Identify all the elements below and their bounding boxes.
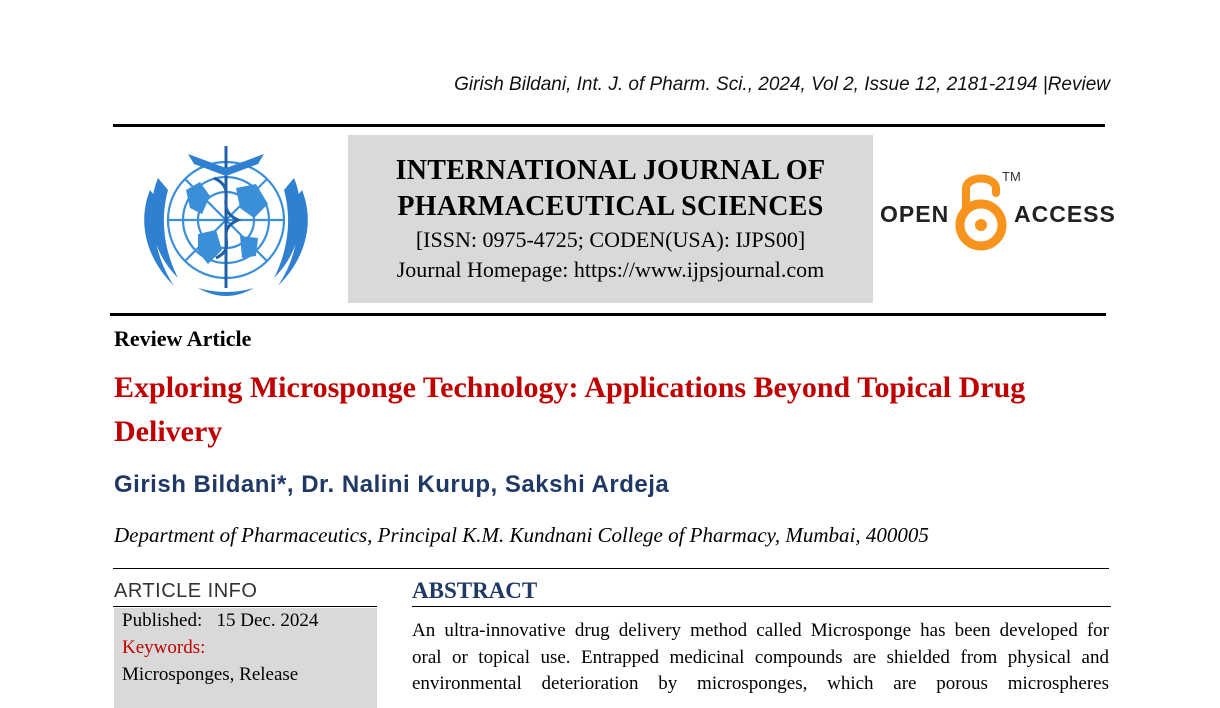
published-date: 15 Dec. 2024 xyxy=(216,610,319,631)
journal-issn: [ISSN: 0975-4725; CODEN(USA): IJPS00] xyxy=(415,227,806,252)
abstract-line: An ultra-innovative drug delivery method called Microsponge has been developed for xyxy=(412,620,1109,641)
journal-masthead xyxy=(348,135,873,303)
published-row xyxy=(122,610,318,632)
article-info-rule xyxy=(113,606,377,607)
article-info-heading: ARTICLE INFO xyxy=(114,580,258,602)
affiliation-rule xyxy=(113,568,1109,569)
abstract-line: oral or topical use. Entrapped medicinal compounds are shielded from physical and xyxy=(412,646,1109,668)
article-authors: Girish Bildani*, Dr. Nalini Kurup, Sakshi Ardeja xyxy=(114,471,670,498)
open-access-right-word: ACCESS xyxy=(1014,201,1116,227)
top-rule xyxy=(113,124,1105,127)
abstract-heading: ABSTRACT xyxy=(412,578,538,603)
open-access-logo xyxy=(880,165,1116,257)
abstract-body xyxy=(412,618,1109,698)
open-access-lock-icon xyxy=(954,167,1008,253)
journal-homepage[interactable]: Journal Homepage: https://www.ijpsjournal.com xyxy=(396,257,825,282)
open-access-trademark: TM xyxy=(1002,169,1021,184)
abstract-rule xyxy=(412,606,1111,607)
article-type: Review Article xyxy=(114,326,252,351)
journal-name: INTERNATIONAL JOURNAL OF PHARMACEUTICAL SCIENCES xyxy=(395,155,826,222)
article-info-box xyxy=(114,608,377,708)
keywords-list: Microsponges, Release xyxy=(122,664,299,685)
article-title: Exploring Microsponge Technology: Applications Beyond Topical Drug Delivery xyxy=(114,371,1026,448)
masthead-bottom-rule xyxy=(110,313,1106,316)
author-affiliation: Department of Pharmaceutics, Principal K.M. Kundnani College of Pharmacy, Mumbai, 400005 xyxy=(114,523,929,547)
keywords-label: Keywords: xyxy=(122,637,206,658)
running-header: Girish Bildani, Int. J. of Pharm. Sci., 2024, Vol 2, Issue 12, 2181-2194 |Review xyxy=(454,74,1110,95)
open-access-left-word: OPEN xyxy=(880,201,950,227)
who-emblem-logo xyxy=(128,138,324,306)
abstract-line: environmental deterioration by microsponges, which are porous microspheres xyxy=(412,673,1109,694)
published-label: Published: xyxy=(122,610,203,631)
